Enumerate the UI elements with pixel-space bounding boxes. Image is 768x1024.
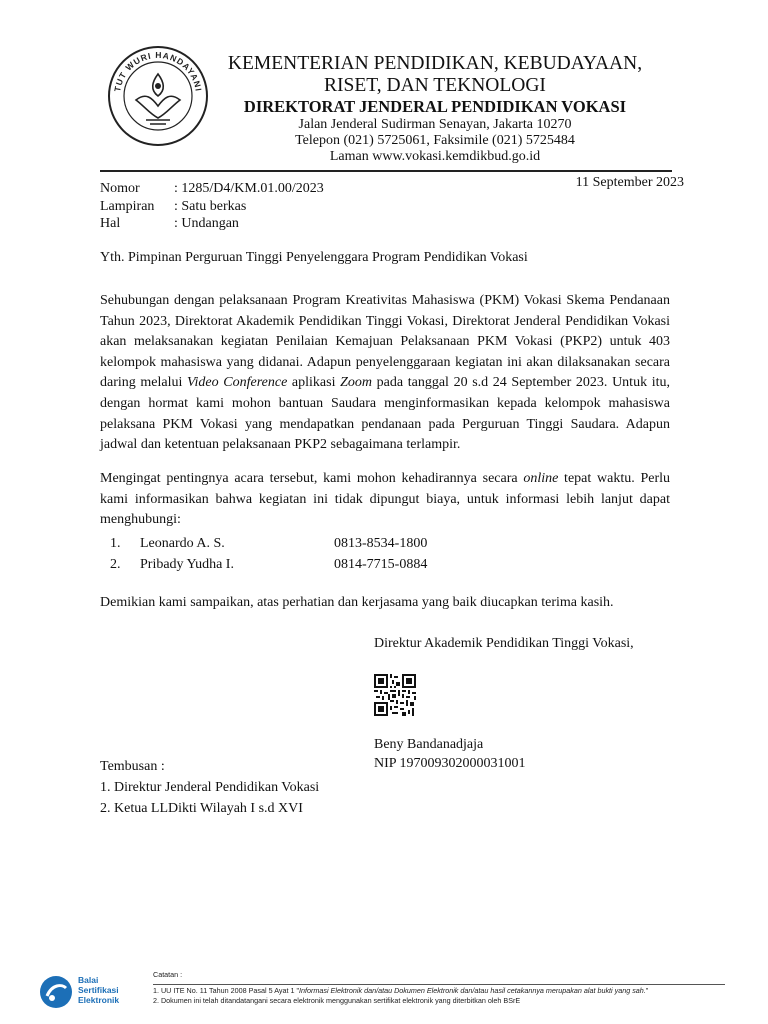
letter-meta <box>100 180 324 233</box>
svg-text:TUT WURI HANDAYANI: TUT WURI HANDAYANI <box>112 49 204 93</box>
body-paragraph-2 <box>100 469 670 531</box>
contact-number: 1. <box>110 536 121 551</box>
directorate-name: DIREKTORAT JENDERAL PENDIDIKAN VOKASI <box>243 97 627 116</box>
recipient-salutation: Yth. Pimpinan Perguruan Tinggi Penyelenggara Program Pendidikan Vokasi <box>100 250 528 265</box>
bsre-line: Sertifikasi <box>78 985 119 995</box>
carbon-copy <box>100 756 319 819</box>
contact-number: 2. <box>110 557 121 572</box>
meta-label: Nomor <box>100 181 140 196</box>
text: Mengingat pentingnya acara tersebut, kami mohon kehadirannya secara <box>100 471 524 486</box>
tut-wuri-handayani-logo <box>106 44 210 148</box>
emphasis: online <box>523 471 559 486</box>
ministry-name-line1: KEMENTERIAN PENDIDIKAN, KEBUDAYAAN, <box>227 53 643 74</box>
bsre-line: Balai <box>78 975 99 985</box>
contact-name: Pribady Yudha I. <box>140 557 234 572</box>
website: Laman www.vokasi.kemdikbud.go.id <box>329 149 541 164</box>
qr-code-icon <box>374 674 416 716</box>
meta-row-hal <box>100 215 324 233</box>
ministry-name-line2: RISET, DAN TEKNOLOGI <box>324 75 546 96</box>
bsre-line: Elektronik <box>78 995 120 1005</box>
list-item: 2. Ketua LLDikti Wilayah I s.d XVI <box>100 801 303 816</box>
contact-phone: 0813-8534-1800 <box>334 536 428 551</box>
text: pada tanggal 20 s.d 24 September 2023. Untuk itu, dengan hormat kami mohon bantuan Saudara menginformasikan kepada kelompok mahasiswa pelaksana PKM Vokasi yang mendapatkan pendanaan pada Perguruan Tinggi Saudara. Adapun jadwal dan ketentuan pelaksanaan PKP2 sebagaimana terlampir. <box>100 375 670 453</box>
cc-heading: Tembusan : <box>100 759 165 774</box>
notes-heading: Catatan : <box>153 970 183 979</box>
list-item <box>110 554 427 575</box>
contact-list <box>110 533 427 575</box>
phone-fax: Telepon (021) 5725061, Faksimile (021) 5725484 <box>295 133 575 148</box>
note-2: 2. Dokumen ini telah ditandatangani secara elektronik menggunakan sertifikat elektronik yang diterbitkan oleh BSrE <box>153 996 521 1005</box>
emphasis: Video Conference <box>187 375 288 391</box>
letterhead-divider <box>100 170 672 172</box>
emphasis: Zoom <box>340 375 373 391</box>
meta-row-nomor <box>100 180 324 198</box>
emphasis: Informasi Elektronik dan/atau Dokumen Elektronik dan/atau hasil cetakannya merupakan alat bukti yang sah. <box>299 986 646 995</box>
footer-divider <box>153 984 725 985</box>
list-item: 1. Direktur Jenderal Pendidikan Vokasi <box>100 780 320 795</box>
contact-phone: 0814-7715-0884 <box>334 557 428 572</box>
address: Jalan Jenderal Sudirman Senayan, Jakarta 10270 <box>298 117 572 132</box>
meta-label: Lampiran <box>100 198 155 214</box>
text: aplikasi <box>287 375 341 391</box>
signatory-nip: NIP 197009302000031001 <box>374 756 526 771</box>
meta-value: : 1285/D4/KM.01.00/2023 <box>174 181 324 196</box>
bsre-name <box>78 975 119 1005</box>
letter-date: 11 September 2023 <box>575 175 684 190</box>
meta-row-lampiran <box>100 198 324 216</box>
meta-value: : Satu berkas <box>174 198 247 214</box>
bsre-logo-icon <box>38 974 74 1010</box>
signatory-name: Beny Bandanadjaja <box>374 737 484 752</box>
footer-notes <box>153 970 648 1006</box>
meta-label: Hal <box>100 216 121 231</box>
meta-value: : Undangan <box>174 216 239 231</box>
signatory-title: Direktur Akademik Pendidikan Tinggi Vokasi, <box>374 636 634 651</box>
body-paragraph-1 <box>100 291 670 456</box>
text: " <box>645 986 649 995</box>
text: tepat waktu. Perlu kami informasikan bahwa kegiatan ini tidak dipungut biaya, untuk informasi lebih lanjut dapat menghubungi: <box>100 471 670 528</box>
list-item <box>110 533 427 554</box>
contact-name: Leonardo A. S. <box>140 536 225 551</box>
closing-sentence: Demikian kami sampaikan, atas perhatian dan kerjasama yang baik diucapkan terima kasih. <box>100 595 614 610</box>
note-1 <box>153 986 648 996</box>
text: 1. UU ITE No. 11 Tahun 2008 Pasal 5 Ayat 1 " <box>153 986 299 995</box>
text: Sehubungan dengan pelaksanaan Program Kreativitas Mahasiswa (PKM) Vokasi Skema Pendanaan Tahun 2023, Direktorat Akademik Pendidikan Tinggi Vokasi, Direktorat Jenderal Pendidikan Vokasi akan melaksanakan kegiatan Penilaian Kemajuan Pelaksanaan PKM Vokasi (PKP2) untuk 403 kelompok mahasiswa yang didanai. Adapun penyelenggaraan kegiatan ini akan dilaksanakan secara daring melalui <box>100 293 670 391</box>
